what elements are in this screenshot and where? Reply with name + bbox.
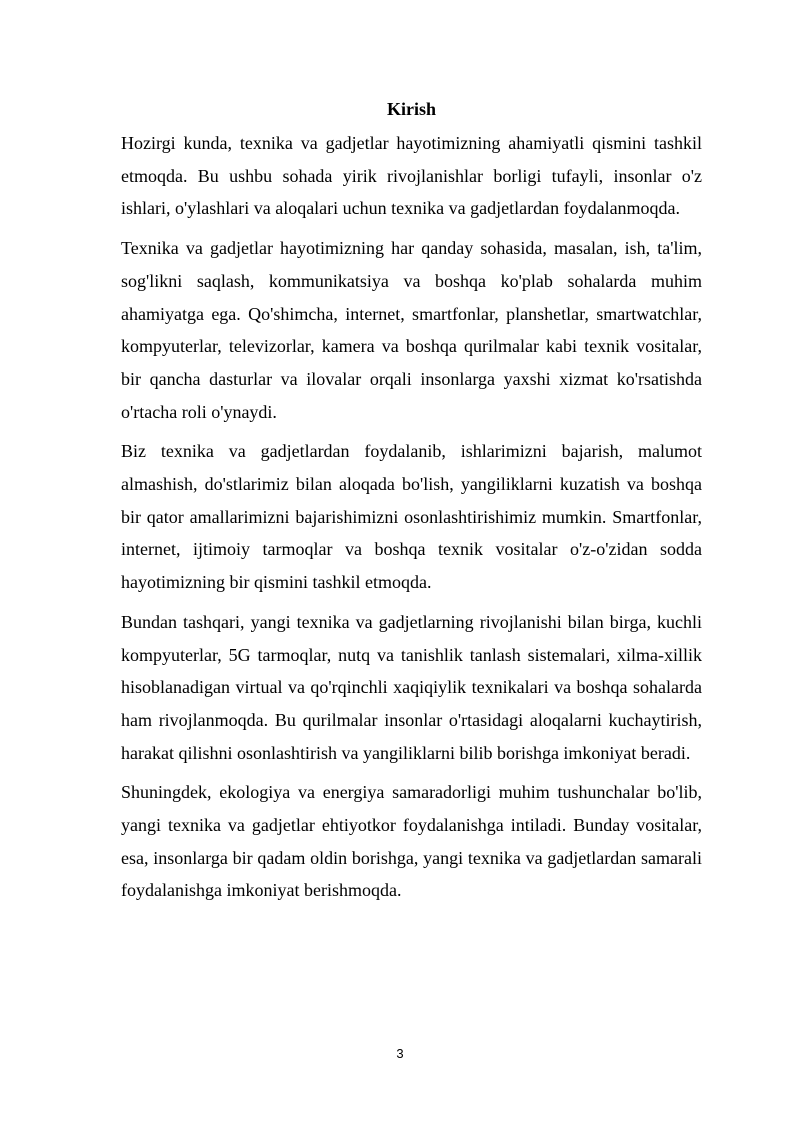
- paragraph-4: Bundan tashqari, yangi texnika va gadjetlarning rivojlanishi bilan birga, kuchli kompyuterlar, 5G tarmoqlar, nutq va tanishlik tanlash sistemalari, xilma-xillik hisoblanadigan virtual va qo'rqinchli xaqiqiylik texnikalari va boshqa sohalarda ham rivojlanmoqda. Bu qurilmalar insonlar o'rtasidagi aloqalarni kuchaytirish, harakat qilishni osonlashtirish va yangiliklarni bilib borishga imkoniyat beradi.: [121, 611, 702, 763]
- paragraph-2: Texnika va gadjetlar hayotimizning har qanday sohasida, masalan, ish, ta'lim, sog'likni saqlash, kommunikatsiya va boshqa ko'plab sohalarda muhim ahamiyatga ega. Qo'shimcha, internet, smartfonlar, planshetlar, smartwatchlar, kompyuterlar, televizorlar, kamera va boshqa qurilmalar kabi texnik vositalar, bir qancha dasturlar va ilovalar orqali insonlarga yaxshi xizmat ko'rsatishda o'rtacha roli o'ynaydi.: [121, 238, 702, 422]
- paragraph-3: Biz texnika va gadjetlardan foydalanib, ishlarimizni bajarish, malumot almashish, do'stlarimiz bilan aloqada bo'lish, yangiliklarni kuzatish va boshqa bir qator amallarimizni bajarishimizni osonlashtirishimiz mumkin. Smartfonlar, internet, ijtimoiy tarmoqlar va boshqa texnik vositalar o'z-o'zidan sodda hayotimizning bir qismini tashkil etmoqda.: [121, 441, 702, 593]
- page-content: [121, 97, 702, 914]
- paragraph-1: Hozirgi kunda, texnika va gadjetlar hayotimizning ahamiyatli qismini tashkil etmoqda. Bu ushbu sohada yirik rivojlanishlar borligi tufayli, insonlar o'z ishlari, o'ylashlari va aloqalari uchun texnika va gadjetlardan foydalanmoqda.: [121, 133, 702, 219]
- paragraph-5: Shuningdek, ekologiya va energiya samaradorligi muhim tushunchalar bo'lib, yangi texnika va gadjetlar ehtiyotkor foydalanishga intiladi. Bunday vositalar, esa, insonlarga bir qadam oldin borishga, yangi texnika va gadjetlardan samarali foydalanishga imkoniyat berishmoqda.: [121, 782, 702, 901]
- page-number: 3: [396, 1046, 404, 1061]
- section-title: Kirish: [386, 99, 436, 119]
